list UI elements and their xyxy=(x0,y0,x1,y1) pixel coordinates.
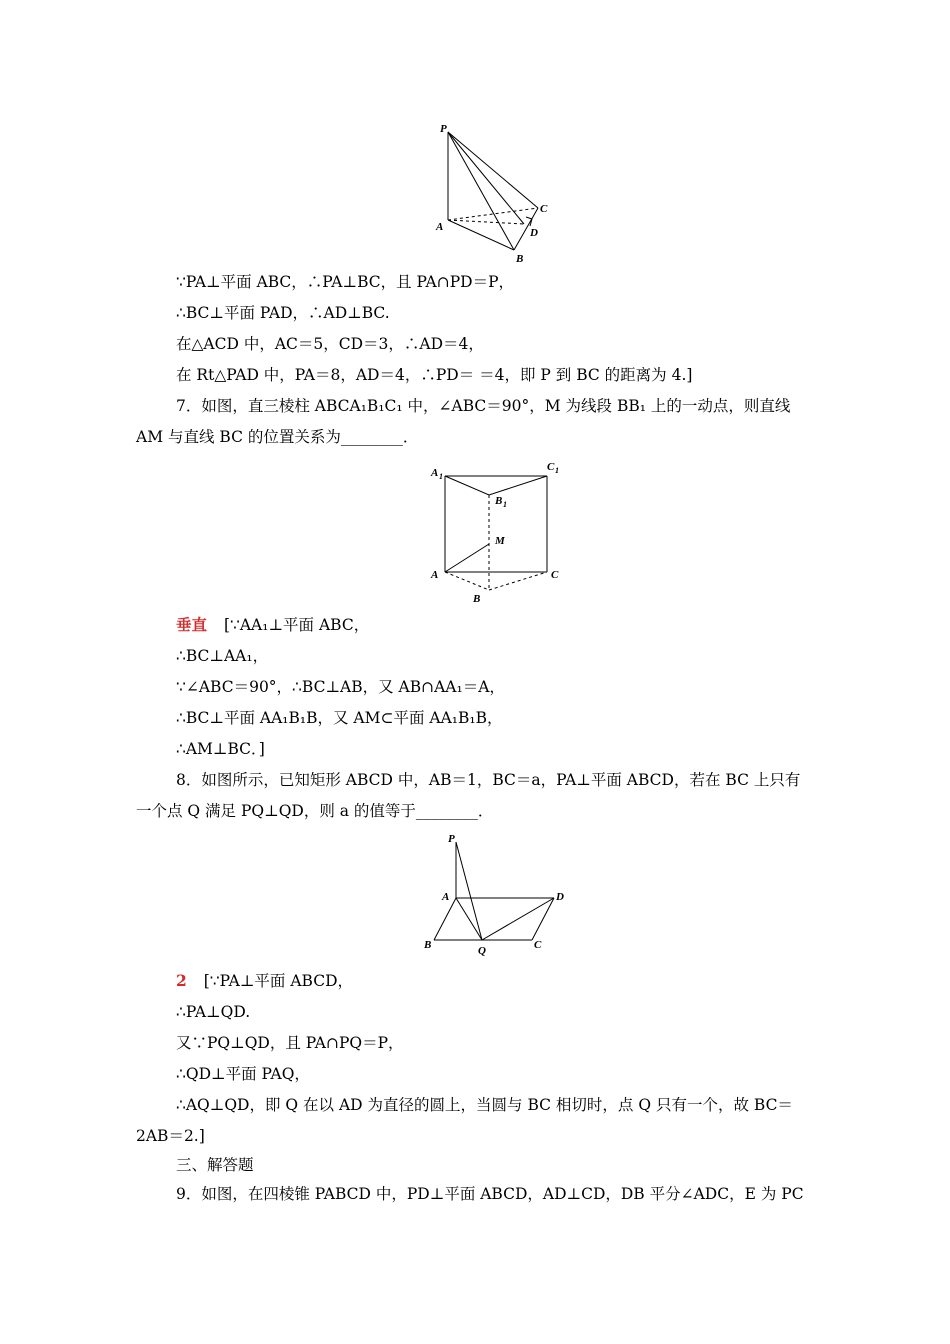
label-B: B xyxy=(516,253,524,265)
answer-7-line-4: ∴BC⊥平面 AA₁B₁B，又 AM⊂平面 AA₁B₁B， xyxy=(176,709,503,727)
label-B: B xyxy=(424,939,432,951)
answer-7-explanation: [∵AA₁⊥平面 ABC， xyxy=(223,616,370,634)
label-A: A xyxy=(442,891,450,903)
label-D: D xyxy=(556,891,564,903)
label-B1: B xyxy=(495,495,503,507)
figure-prism xyxy=(425,460,565,608)
question-9-line-1: 9．如图，在四棱锥 PABCD 中，PD⊥平面 ABCD，AD⊥CD，DB 平分∠ADC，E 为 PC xyxy=(176,1185,804,1203)
label-C: C xyxy=(534,939,542,951)
label-Q: Q xyxy=(478,945,486,957)
answer-8-line-2: ∴PA⊥QD. xyxy=(176,1003,251,1021)
label-B1-subscript: 1 xyxy=(503,500,507,509)
answer-8-line-5: ∴AQ⊥QD，即 Q 在以 AD 为直径的圆上，当圆与 BC 相切时，点 Q 只有一个，故 BC＝ xyxy=(176,1096,793,1114)
answer-8: 2 xyxy=(176,971,187,990)
label-A: A xyxy=(431,569,439,581)
answer-7-line-5: ∴AM⊥BC．] xyxy=(176,740,265,758)
answer-7-line-1 xyxy=(176,615,369,635)
label-B: B xyxy=(473,593,481,605)
label-M: M xyxy=(495,535,505,547)
answer-8-line-4: ∴QD⊥平面 PAQ， xyxy=(176,1065,310,1083)
answer-8-line-6: 2AB＝2.] xyxy=(136,1127,205,1145)
label-P: P xyxy=(448,833,455,845)
label-A: A xyxy=(436,221,444,233)
question-8-line-2: 一个点 Q 满足 PQ⊥QD，则 a 的值等于________． xyxy=(136,802,494,820)
label-C: C xyxy=(551,569,559,581)
text-line-4: 在 Rt△PAD 中，PA＝8，AD＝4，∴PD＝ ＝4，即 P 到 BC 的距离为 4.] xyxy=(176,366,693,384)
answer-7-line-2: ∴BC⊥AA₁， xyxy=(176,647,269,665)
answer-8-explanation: [∵PA⊥平面 ABCD， xyxy=(203,972,354,990)
answer-7-line-3: ∵∠ABC＝90°，∴BC⊥AB，又 AB∩AA₁＝A， xyxy=(176,678,505,696)
label-C: C xyxy=(540,203,548,215)
label-C1-subscript: 1 xyxy=(555,466,559,475)
label-D: D xyxy=(530,227,538,239)
text-line-3: 在△ACD 中，AC＝5，CD＝3，∴AD＝4， xyxy=(176,335,484,353)
figure-pyramid xyxy=(430,120,560,270)
label-P: P xyxy=(440,123,447,135)
label-C1: C xyxy=(547,461,555,473)
question-7-line-1: 7．如图，直三棱柱 ABCA₁B₁C₁ 中，∠ABC＝90°，M 为线段 BB₁ 上的一动点，则直线 xyxy=(176,397,791,415)
label-A1: A xyxy=(431,467,439,479)
question-8-line-1: 8．如图所示，已知矩形 ABCD 中，AB＝1，BC＝a，PA⊥平面 ABCD，若在 BC 上只有 xyxy=(176,771,801,789)
figure-rectangle xyxy=(420,830,575,960)
text-line-1: ∵PA⊥平面 ABC，∴PA⊥BC，且 PA∩PD＝P， xyxy=(176,273,515,291)
text-line-2: ∴BC⊥平面 PAD，∴AD⊥BC. xyxy=(176,304,390,322)
label-A1-subscript: 1 xyxy=(439,472,443,481)
question-7-line-2: AM 与直线 BC 的位置关系为________． xyxy=(136,428,419,446)
answer-8-line-3: 又∵PQ⊥QD，且 PA∩PQ＝P， xyxy=(176,1034,404,1052)
section-heading: 三、解答题 xyxy=(176,1156,254,1174)
answer-8-line-1 xyxy=(176,971,353,991)
answer-7: 垂直 xyxy=(176,615,208,634)
